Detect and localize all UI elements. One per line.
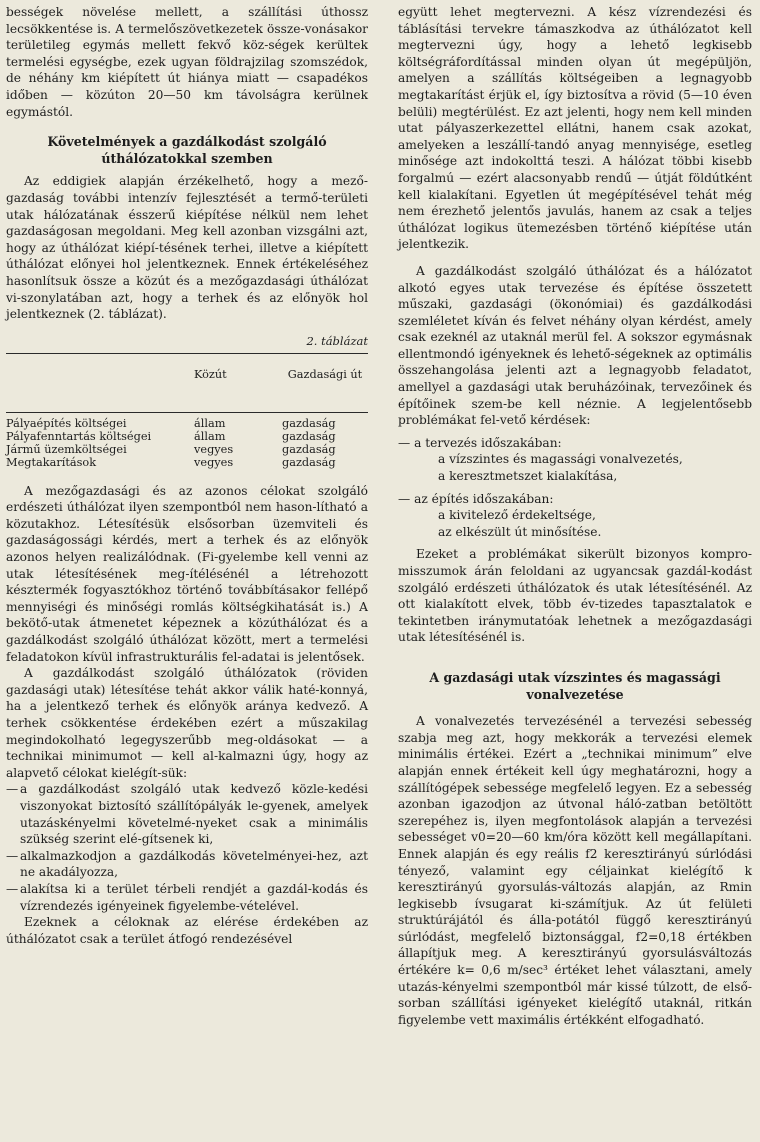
table-cell: Jármű üzemköltségei: [6, 442, 127, 456]
list-item-text: alakítsa ki a terület térbeli rendjét a gazdál-kodás és vízrendezés igényeinek figyelembe-vételével.: [20, 881, 368, 913]
table-label: 2. táblázat: [306, 333, 368, 348]
phase-planning-list: [398, 451, 752, 484]
paragraph-eddigiek: Az eddigiek alapján érzékelhető, hogy a mező-gazdaság további intenzív fejlesztését a termő-területi utak hálózatának ésszerű kiépítése nélkül nem lehet gazdaságosan megoldani. Meg kell azonban vizsgálni azt, hogy az úthálózat kiépí-tésének terhei, illetve a kiépített úthálózat előnyei hol jelentkeznek. Ennek értékeléséhez hasonlítsuk össze a közút és a mezőgazdasági úthálózat vi-szonylatában azt, hogy a terhek és az előnyök hol jelentkeznek (2. táblázat).: [6, 174, 368, 322]
paragraph-continued: együtt lehet megtervezni. A kész vízrendezési és táblásítási tervekre támaszkodva az úthálózatot kell megtervezni úgy, hogy a lehető legkisebb költségráfordítással minden olyan út megépüljön, amelyen a szállítás költségeiben a legnagyobb megtakarítást érjük el, így biztosítva a rövid (5—10 éven belüli) megtérülést. Ez azt jelenti, hogy nem kell minden utat pályaszerkezettel ellátni, hanem csak azokat, amelyeken a leszállí-tandó anyag mennyisége, esetleg minősége azt indokolttá teszi. A hálózat többi kisebb forgalmú — ezért alacsonyabb rendű — útját földútként kell kialakítani. Egyetlen út megépítésével tehát még nem érezhető jelentős javulás, hanem az csak a teljes úthálózat logikus ütemezésben történő kiépítése után jelentkezik.: [398, 5, 752, 252]
requirements-list: [6, 781, 368, 914]
table-cell: vegyes: [194, 455, 234, 469]
table-top-rule: [6, 353, 368, 354]
right-column: [398, 4, 752, 1028]
table-cell: gazdaság: [282, 455, 336, 469]
table-row: [6, 443, 368, 456]
section-heading-alignment: A gazdasági utak vízszintes és magassági vonalvezetése: [429, 669, 721, 702]
phase-construction-list: [398, 507, 752, 540]
section-heading-requirements: Követelmények a gazdálkodást szolgáló úthálózatokkal szemben: [47, 134, 327, 166]
table-cell: gazdaság: [282, 429, 336, 443]
dash-marker: —: [398, 435, 411, 450]
list-item: a kivitelező érdekeltsége,: [438, 508, 596, 523]
paragraph-vonalvezetes: A vonalvezetés tervezésénél a tervezési sebesség szabja meg azt, hogy mekkorák a tervezési elemek minimális értékei. Ezért a „technikai minimum” elve alapján ennek értékeit kell úgy meghatározni, hogy a szállítógépek sebessége megfelelő legyen. Ez a sebesség azonban igazodjon az útvonal háló-zatban betöltött szerepéhez is, ilyen megfontolások alapján a tervezési sebességet v0=20—60 km/óra között kell megállapítani. Ennek alapján és egy reális f2 keresztirányú súrlódási tényező, valamint egy céljainkat kielégítő k keresztirányú gyorsulás-változás alapján, az Rmin legkisebb ívsugarat ki-számítjuk. Az út felületi struktúrájától és álla-potától függő keresztirányú súrlódást, megfelelő biztonsággal, f2=0,18 értékben állapítjuk meg. A keresztirányú gyorsulásváltozás értékére k= 0,6 m/sec³ értéket lehet választani, amely utazás-kényelmi szempontból már kissé túlzott, de első-sorban szállítási igényeket kielégítő utaknál, ritkán figyelembe vett maximális értékként elfogadható.: [398, 714, 752, 1027]
table-row: [6, 456, 368, 469]
phase-construction: [398, 491, 752, 508]
paragraph-gazdalkodast: A gazdálkodást szolgáló úthálózatok (röviden gazdasági utak) létesítése tehát akkor válik haté-konnyá, ha a jelentkező terhek és előnyök aránya kedvező. A terhek csökkentése érdekében ezért a műszakilag megindokolható legegyszerűbb meg-oldásokat — a technikai minimumot — kell al-kalmazni úgy, hogy az alapvető célokat kielégít-sük:: [6, 666, 368, 780]
table-row: [6, 430, 368, 443]
list-item: [6, 881, 368, 914]
list-item-text: alkalmazkodjon a gazdálkodás követelményei-hez, azt ne akadályozza,: [20, 848, 368, 880]
table-header-0: [6, 358, 194, 408]
table-mid-rule: [6, 412, 368, 413]
table-cell: Pályaépítés költségei: [6, 416, 127, 430]
paragraph-gazdalkodast-2: A gazdálkodást szolgáló úthálózat és a hálózatot alkotó egyes utak tervezése és építése összetett műszaki, gazdasági (ökonómiai) és gazdálkodási szemléletet kíván és felvet néhány olyan kérdést, amely csak ezeknél az utaknál merül fel. A sokszor egymásnak ellentmondó igényeknek és lehető-ségeknek az optimális összehangolása jelenti azt a legnagyobb feladatot, amellyel a gazdasági utak beruházóinak, tervezőinek és építőinek szem-be kell néznie. A legjelentősebb problémákat fel-vető kérdések:: [398, 263, 752, 428]
table-header-row: [6, 358, 368, 408]
list-item: [6, 781, 368, 847]
phase-planning-label: a tervezés időszakában:: [414, 435, 562, 450]
table-cell: állam: [194, 429, 226, 443]
left-column: [6, 4, 368, 947]
table-cell: Megtakarítások: [6, 455, 97, 469]
dash-marker: —: [6, 848, 19, 863]
dash-marker: —: [6, 782, 19, 797]
phase-construction-label: az építés időszakában:: [414, 491, 554, 506]
phase-planning: [398, 435, 752, 452]
dash-marker: —: [6, 881, 19, 896]
table-row: [6, 417, 368, 430]
list-item: a vízszintes és magassági vonalvezetés,: [438, 452, 683, 467]
table-cell: gazdaság: [282, 416, 336, 430]
dash-marker: —: [398, 491, 411, 506]
table-cell: gazdaság: [282, 442, 336, 456]
paragraph-ezeket: Ezeket a problémákat sikerült bizonyos kompro-misszumok árán feloldani az ugyancsak gazdál-kodást szolgáló erdészeti úthálózatok és utak létesítésénél. Az ott kialakított elvek, több év-tizedes tapasztalatok e tekintetben iránymutatóak lehetnek a mezőgazdasági utak létesítésénél is.: [398, 547, 752, 645]
list-item: az elkészült út minősítése.: [438, 524, 602, 539]
table-header-gazdasagi: Gazdasági út: [287, 367, 363, 381]
list-item-text: a gazdálkodást szolgáló utak kedvező közle-kedési viszonyokat biztosító szállítópályák le-gyenek, amelyek utazáskényelmi követelmé-nyeket csak a minimális szükség szerint elé-gítsenek ki,: [20, 782, 368, 847]
paragraph-mezogazdasagi: A mezőgazdasági és az azonos célokat szolgáló erdészeti úthálózat ilyen szempontból nem hason-lítható a közutakhoz. Létesítésük elsősorban üzemviteli és gazdaságossági kérdés, mert a terhek és az előnyök azonos helyen realizálódnak. (Fi-gyelembe kell venni az utak létesítésének meg-ítélésénél a létrehozott késztermék fogyasztókhoz történő továbbításakor fellépő mennyiségi és minőségi romlás költségkihatását is.) A bekötő-utak átmenetet képeznek a közúthálózat és a gazdálkodást szolgáló úthálózat között, mert a termelési feladatokon kívül infrastrukturális fel-adatai is jelentősek.: [6, 483, 368, 664]
paragraph-intro: bességek növelése mellett, a szállítási úthossz lecsökkentése is. A termelőszövetkezetek össze-vonásakor területileg egymás mellett fekvő köz-ségek kerültek termelési egységbe, ezek ugyan földrajzilag szomszédok, de néhány km kiépített út hiánya miatt — csapadékos időben — közúton 20—50 km távolságra kerülnek egymástól.: [6, 5, 368, 119]
costs-table: [6, 358, 368, 408]
table-2: [6, 333, 368, 469]
table-cell: vegyes: [194, 442, 234, 456]
costs-table-body: [6, 417, 368, 469]
table-header-kozut: Közút: [194, 367, 227, 381]
table-cell: Pályafenntartás költségei: [6, 429, 152, 443]
list-item: [6, 848, 368, 881]
paragraph-ezeknek: Ezeknek a céloknak az elérése érdekében az úthálózatot csak a terület átfogó rendezésével: [6, 915, 368, 946]
table-cell: állam: [194, 416, 226, 430]
list-item: a keresztmetszet kialakítása,: [438, 469, 618, 484]
